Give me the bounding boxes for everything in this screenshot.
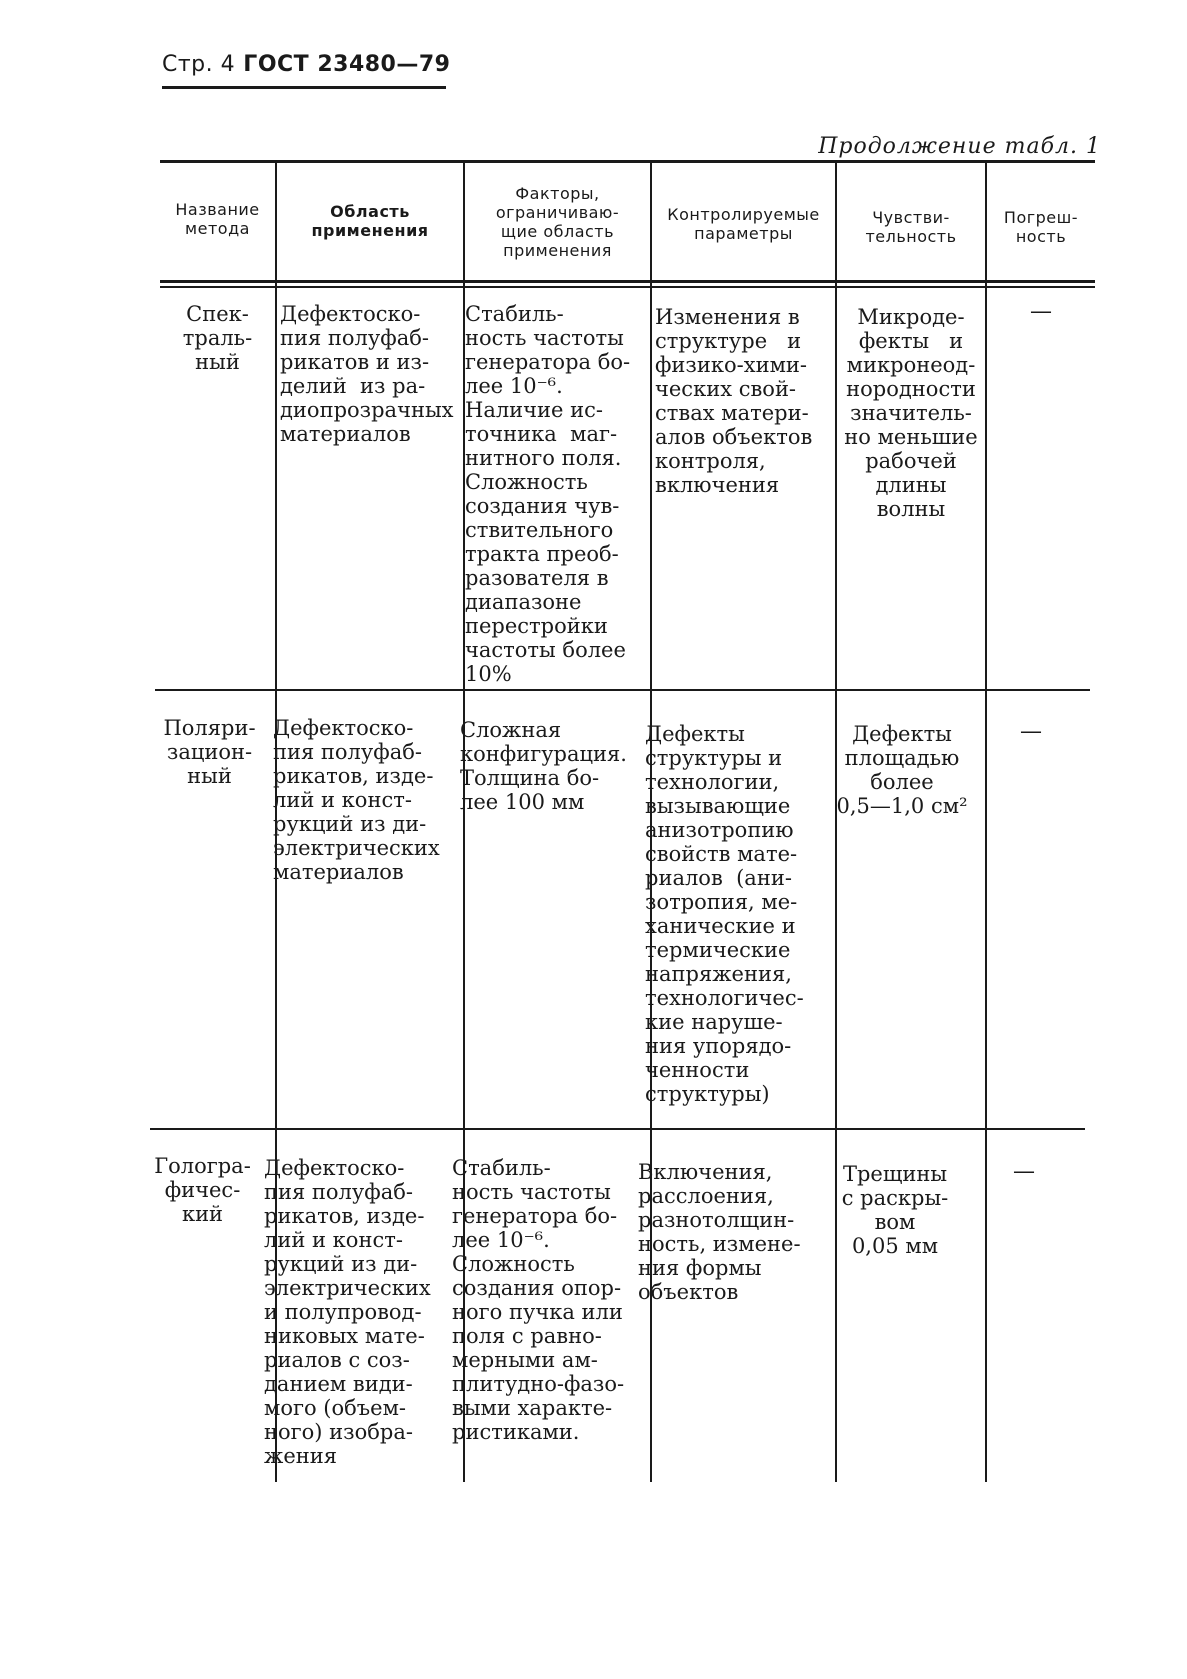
table-row-1-area: Дефектоско- пия полуфаб- рикатов и из- делий из ра- диопрозрачных материалов <box>280 302 454 446</box>
table-row-1-method: Спек- траль- ный <box>182 302 253 374</box>
table-row-1-params: Изменения в структуре и физико-хими- ческих свой- ствах матери- алов объектов контроля, включения <box>655 305 813 497</box>
column-header-method: Название метода <box>175 200 260 238</box>
column-header-params: Контролируемые параметры <box>667 205 820 243</box>
table-row-3-method: Гологра- фичес- кий <box>154 1154 251 1226</box>
header-bottom-rule <box>160 280 1095 283</box>
table-row-1-sensitivity: Микроде- фекты и микронеод- нородности значитель- но меньшие рабочей длины волны <box>844 305 978 521</box>
page-header <box>162 52 450 77</box>
table-row-2-error: — <box>1020 719 1042 744</box>
col-divider-5 <box>985 162 987 1482</box>
column-header-factors: Факторы, ограничиваю- щие область применения <box>495 184 620 260</box>
table-row-3-sensitivity: Трещины с раскры- вом 0,05 мм <box>841 1162 949 1258</box>
row-divider-1 <box>155 689 1090 691</box>
document-id: ГОСТ 23480—79 <box>243 52 451 77</box>
table-row-2-area: Дефектоско- пия полуфаб- рикатов, изде- лий и конст- рукций из ди- электрических материалов <box>273 716 440 884</box>
table-row-3-error: — <box>1013 1159 1035 1184</box>
table-continuation-label: Продолжение табл. 1 <box>818 134 1101 159</box>
column-header-sensitivity: Чувстви- тельность <box>865 208 957 246</box>
table-row-2-sensitivity: Дефекты площадью более 0,5—1,0 см² <box>836 722 968 818</box>
page-number: Стр. 4 <box>162 52 236 77</box>
table-row-3-factors: Стабиль- ность частоты генератора бо- лее 10⁻⁶. Сложность создания опор- ного пучка или поля с равно- мерными ам- плитудно-фазо- выми характе- ристиками. <box>452 1156 625 1444</box>
table-row-1-factors: Стабиль- ность частоты генератора бо- лее 10⁻⁶. Наличие ис- точника маг- нитного поля. Сложность создания чув- ствительного тракта преоб- разователя в диапазоне перестройки частоты более 10% <box>465 302 631 686</box>
column-header-area: Область применения <box>311 202 429 240</box>
table-top-rule <box>160 160 1095 163</box>
header-bottom-rule-2 <box>160 286 1095 288</box>
table-row-2-params: Дефекты структуры и технологии, вызывающие анизотропию свойств мате- риалов (ани- зотропия, ме- ханические и термические напряжения, технологичес- кие наруше- ния упорядо- ченности структуры) <box>645 722 804 1106</box>
row-divider-2 <box>150 1128 1085 1130</box>
table-row-3-area: Дефектоско- пия полуфаб- рикатов, изде- лий и конст- рукций из ди- электрических и полупровод- никовых мате- риалов с соз- данием види- мого (объем- ного) изобра- жения <box>264 1156 431 1468</box>
table-row-3-params: Включения, расслоения, разнотолщин- ность, измене- ния формы объектов <box>638 1160 801 1304</box>
table-row-1-error: — <box>1030 299 1052 324</box>
table-row-2-method: Поляри- зацион- ный <box>163 716 256 788</box>
column-header-error: Погреш- ность <box>1003 208 1079 246</box>
table-row-2-factors: Сложная конфигурация. Толщина бо- лее 100 мм <box>460 718 627 814</box>
header-rule <box>162 86 446 89</box>
